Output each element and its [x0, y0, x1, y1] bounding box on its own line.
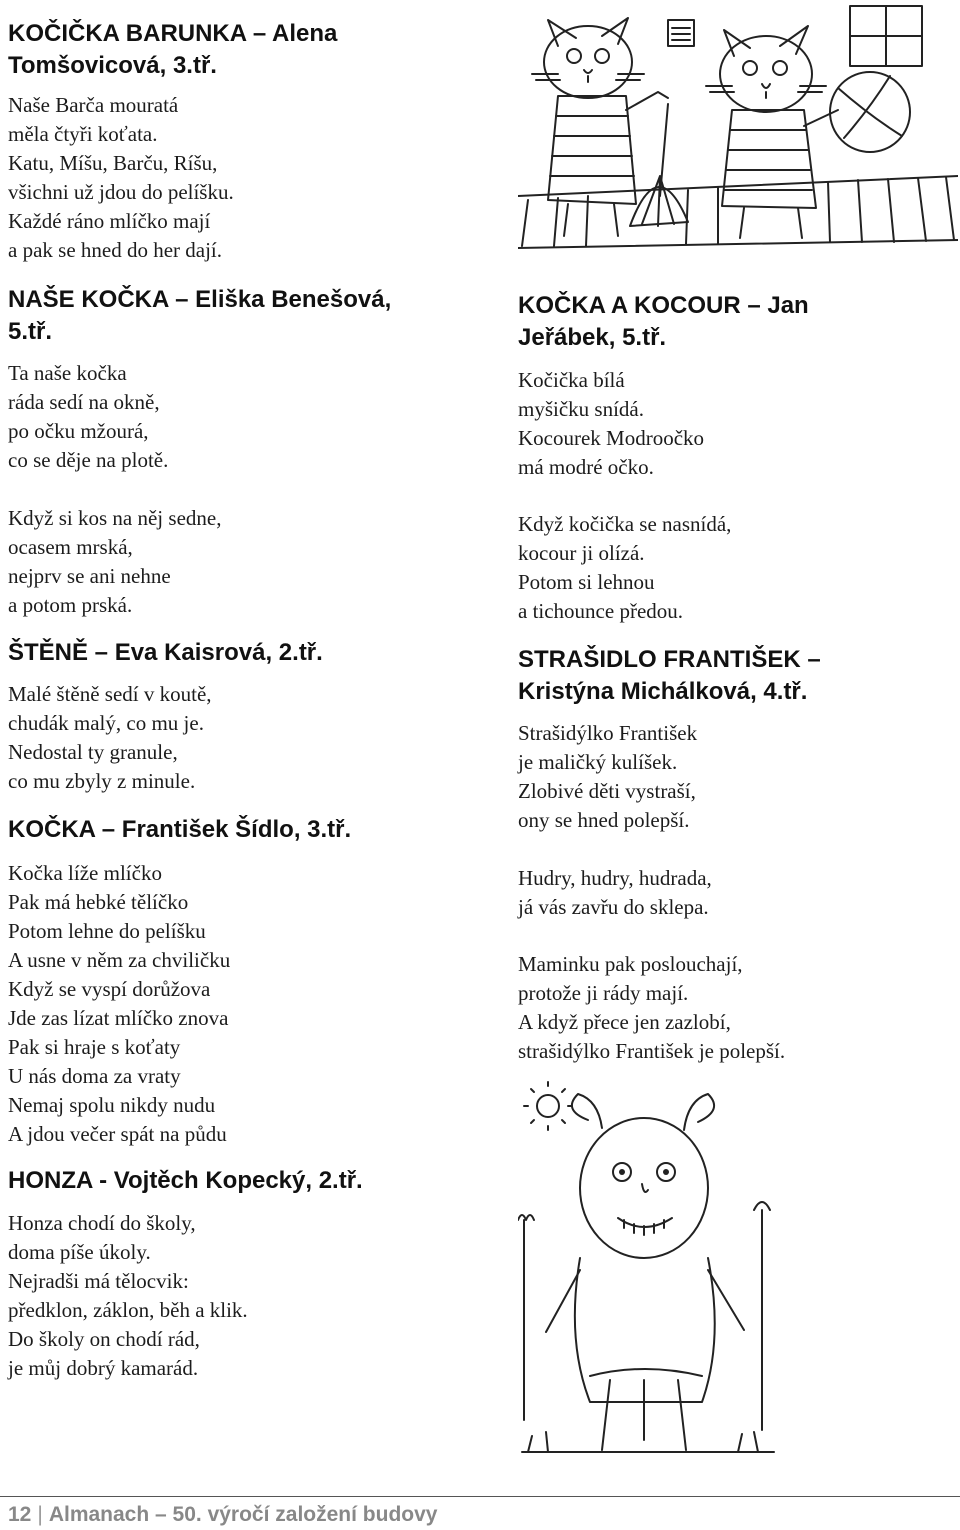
poem-line: co mu zbyly z minule.: [8, 769, 196, 793]
page-number: 12: [8, 1503, 32, 1526]
poem-line: a tichounce předou.: [518, 599, 684, 623]
poem-stanza: [518, 950, 785, 1066]
footer-separator: |: [37, 1503, 43, 1526]
poem-line: Jde zas lízat mlíčko znova: [8, 1006, 229, 1030]
poem-line: Pak má hebké tělíčko: [8, 890, 189, 914]
poem-line: a pak se hned do her dají.: [8, 238, 223, 262]
poem-line: Když si kos na něj sedne,: [8, 506, 222, 530]
poem-line: A když přece jen zazlobí,: [518, 1010, 731, 1034]
poem-stanza: [518, 719, 697, 835]
poem-line: Maminku pak poslouchají,: [518, 952, 743, 976]
poem-stanza: [8, 680, 212, 796]
poem-line: Kočička bílá: [518, 368, 625, 392]
poem-stanza: [8, 1209, 248, 1383]
cats-drawing: [518, 0, 958, 270]
poem-line: strašidýlko František je polepší.: [518, 1039, 786, 1063]
poem-line: měla čtyři koťata.: [8, 122, 158, 146]
poem-line: doma píše úkoly.: [8, 1240, 151, 1264]
poem-line: kocour ji olízá.: [518, 541, 645, 565]
poem-line: protože ji rády mají.: [518, 981, 689, 1005]
poem-stanza: [8, 504, 221, 620]
poem-line: Potom lehne do pelíšku: [8, 919, 206, 943]
poem-stanza: [518, 510, 731, 626]
poem-line: Malé štěně sedí v koutě,: [8, 682, 212, 706]
poem-line: A jdou večer spát na půdu: [8, 1122, 227, 1146]
poem-stanza: [518, 366, 704, 482]
poem-line: Když kočička se nasnídá,: [518, 512, 732, 536]
poem-line: Katu, Míšu, Barču, Ríšu,: [8, 151, 218, 175]
poem-line: ony se hned polepší.: [518, 808, 690, 832]
poem-line: myšičku snídá.: [518, 397, 644, 421]
poem-line: Strašidýlko František: [518, 721, 698, 745]
poem-line: Nemaj spolu nikdy nudu: [8, 1093, 216, 1117]
poem-heading: KOČKA – František Šídlo, 3.tř.: [8, 816, 352, 843]
poem-line: já vás zavřu do sklepa.: [518, 895, 709, 919]
poem-line: A usne v něm za chviličku: [8, 948, 231, 972]
poem-line: po očku mžourá,: [8, 419, 149, 443]
poem-line: Nedostal ty granule,: [8, 740, 178, 764]
poem-heading: KOČKA A KOCOUR – Jan Jeřábek, 5.tř.: [518, 292, 809, 351]
poem-line: předklon, záklon, běh a klik.: [8, 1298, 248, 1322]
ghost-drawing: [518, 1080, 778, 1460]
poem-line: Nejradši má tělocvik:: [8, 1269, 189, 1293]
poem-line: co se děje na plotě.: [8, 448, 169, 472]
poem-line: má modré očko.: [518, 455, 654, 479]
footer-text: [8, 1503, 437, 1527]
poem-line: Kocourek Modroočko: [518, 426, 705, 450]
poem-line: Kočka líže mlíčko: [8, 861, 162, 885]
poem-stanza: [8, 359, 168, 475]
poem-line: a potom prská.: [8, 593, 133, 617]
poem-stanza: [8, 859, 230, 1149]
poem-heading: STRAŠIDLO FRANTIŠEK – Kristýna Michálková, 4.tř.: [518, 646, 821, 705]
footer-title: Almanach – 50. výročí založení budovy: [48, 1503, 438, 1526]
poem-heading: ŠTĚNĚ – Eva Kaisrová, 2.tř.: [8, 639, 323, 666]
poem-line: Pak si hraje s koťaty: [8, 1035, 181, 1059]
poem-line: nejprv se ani nehne: [8, 564, 171, 588]
poem-line: Naše Barča mouratá: [8, 93, 179, 117]
poem-line: Do školy on chodí rád,: [8, 1327, 200, 1351]
poem-heading: KOČIČKA BARUNKA – Alena Tomšovicová, 3.tř.: [8, 20, 338, 79]
poem-line: Ta naše kočka: [8, 361, 127, 385]
poem-line: Honza chodí do školy,: [8, 1211, 196, 1235]
poem-heading: HONZA - Vojtěch Kopecký, 2.tř.: [8, 1167, 363, 1194]
poem-line: ráda sedí na okně,: [8, 390, 160, 414]
poem-line: je můj dobrý kamarád.: [8, 1356, 199, 1380]
poem-stanza: [8, 91, 234, 265]
footer-divider: [0, 1496, 960, 1497]
poem-line: chudák malý, co mu je.: [8, 711, 204, 735]
poem-line: Když se vyspí dorůžova: [8, 977, 211, 1001]
poem-heading: NAŠE KOČKA – Eliška Benešová, 5.tř.: [8, 286, 392, 345]
poem-line: Zlobivé děti vystraší,: [518, 779, 696, 803]
poem-stanza: [518, 864, 712, 922]
poem-line: Každé ráno mlíčko mají: [8, 209, 211, 233]
poem-line: všichni už jdou do pelíšku.: [8, 180, 234, 204]
poem-line: ocasem mrská,: [8, 535, 133, 559]
poem-line: je maličký kulíšek.: [518, 750, 678, 774]
poem-line: Hudry, hudry, hudrada,: [518, 866, 712, 890]
poem-line: Potom si lehnou: [518, 570, 655, 594]
poem-line: U nás doma za vraty: [8, 1064, 181, 1088]
page-footer: [0, 1496, 960, 1530]
